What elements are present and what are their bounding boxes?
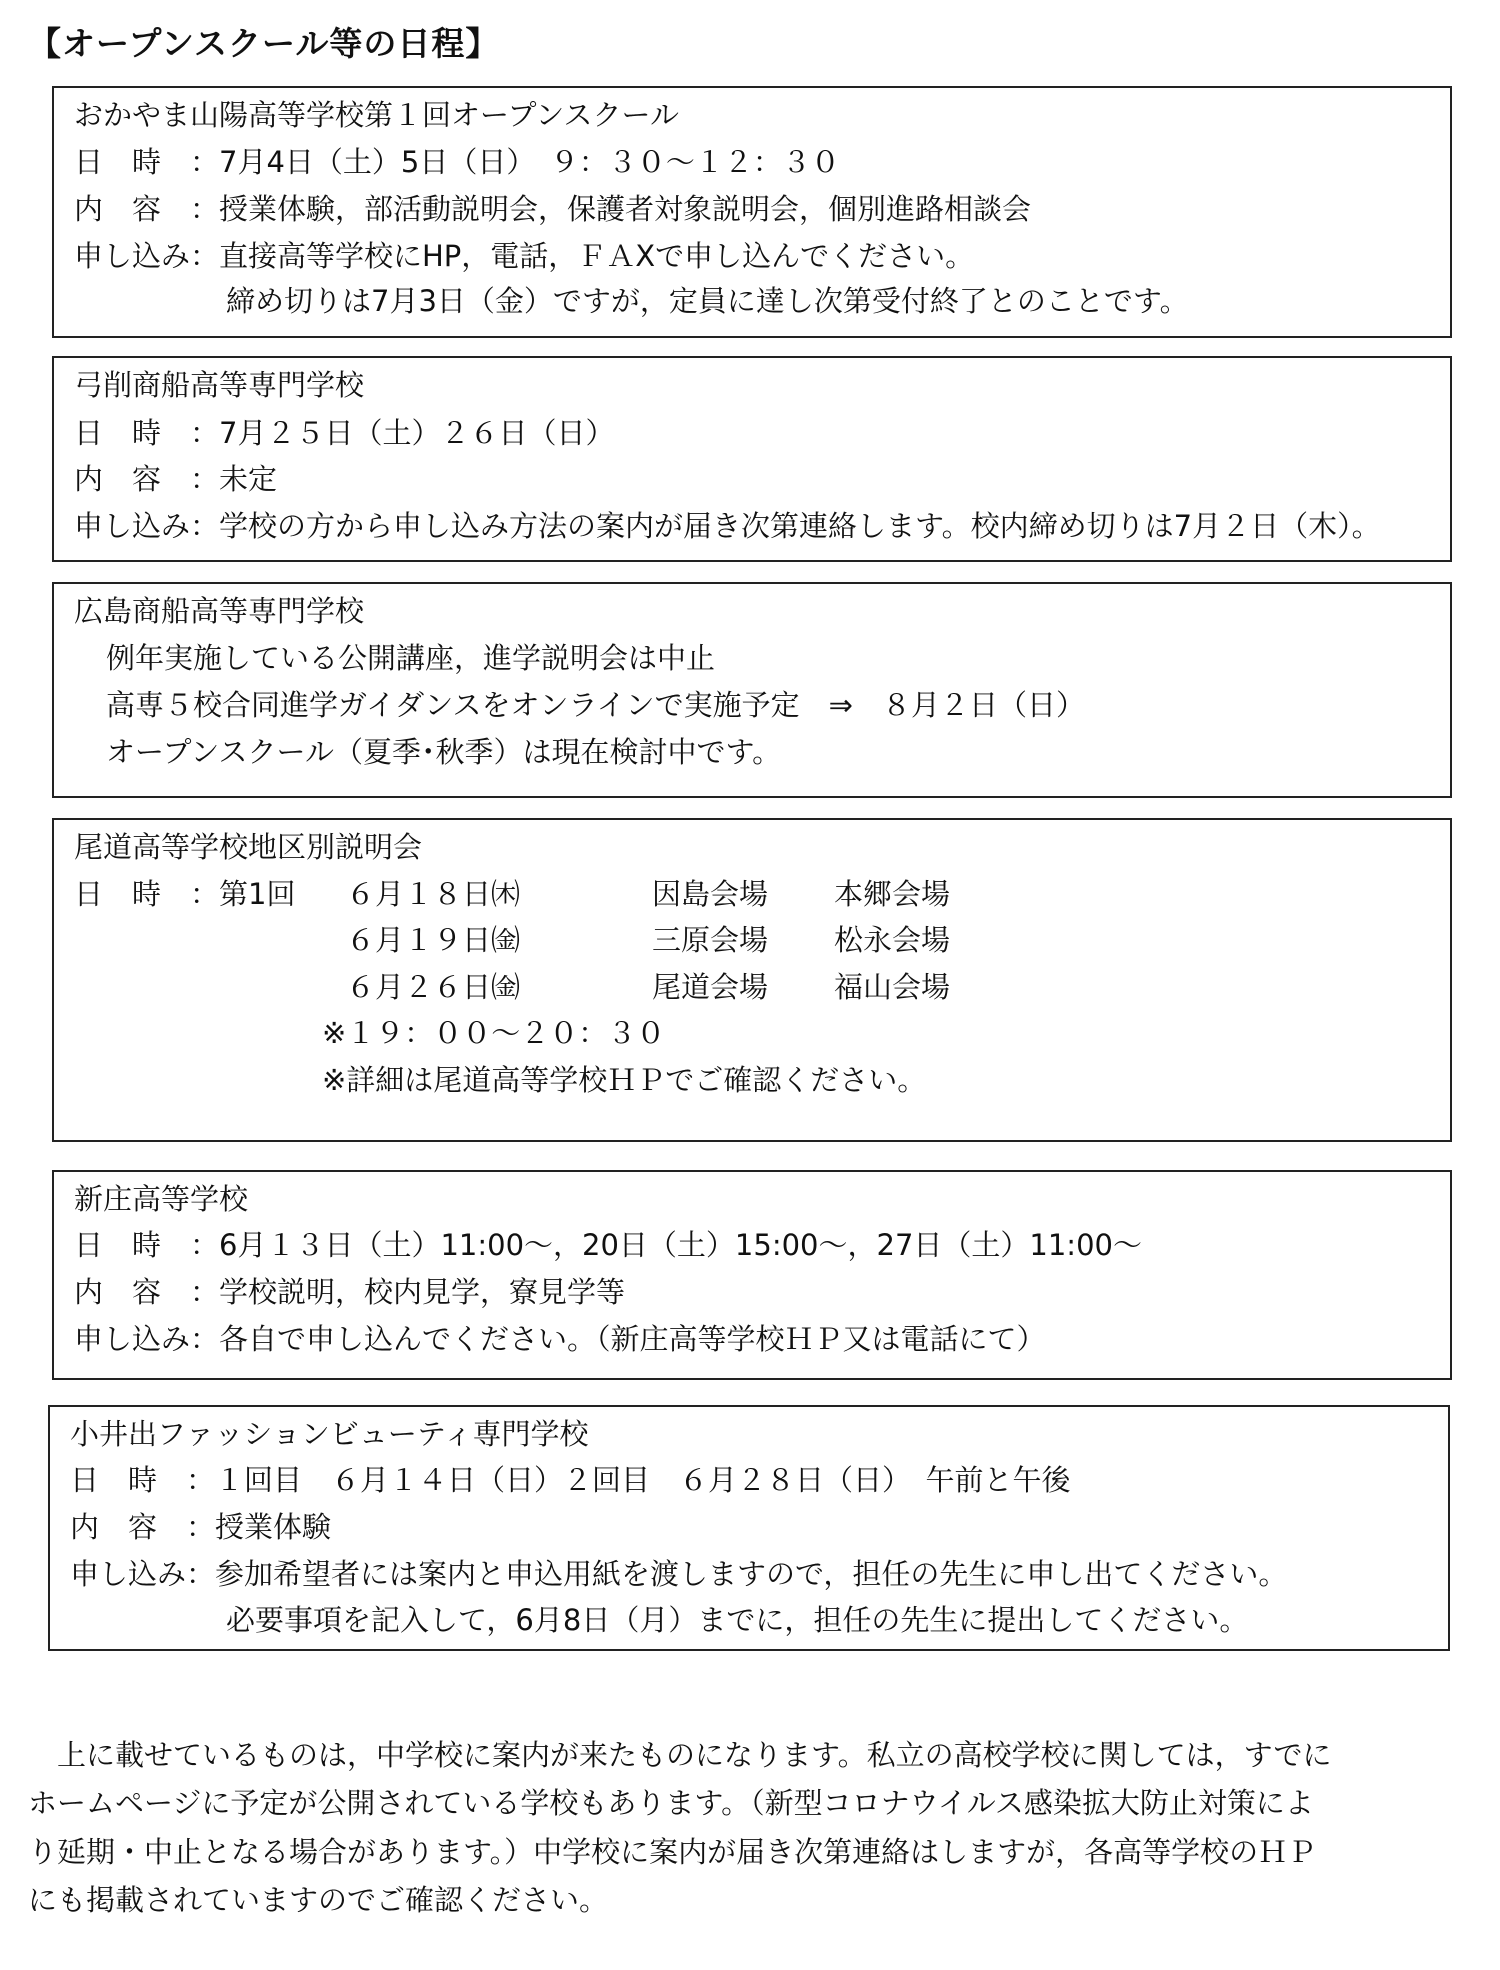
onomichi-row-3-date: ６月２６日㈮ [346, 970, 521, 1004]
shinjo-title: 新庄高等学校 [74, 1182, 249, 1216]
hiroshima-section [52, 582, 1452, 798]
koide-apply: 申し込み：参加希望者には案内と申込用紙を渡しますので，担任の先生に申し出てください。 [70, 1557, 1288, 1591]
koide-date: 日 時 ：１回目 ６月１４日（日）２回目 ６月２８日（日） 午前と午後 [70, 1463, 1071, 1497]
hiroshima-title: 広島商船高等専門学校 [74, 594, 365, 628]
onomichi-section [52, 818, 1452, 1142]
yuge-content: 内 容 ：未定 [74, 462, 278, 496]
koide-title: 小井出ファッションビューティ専門学校 [70, 1417, 589, 1451]
footer-line-1: 上に載せているものは，中学校に案内が来たものになります。私立の高校学校に関しては，すでに [28, 1738, 1332, 1772]
koide-section [48, 1405, 1450, 1651]
onomichi-row-2-venue-2: 松永会場 [834, 923, 951, 957]
shinjo-section [52, 1170, 1452, 1380]
shinjo-date: 日 時 ：6月１３日（土）11:00～，20日（土）15:00～，27日（土）11:00～ [74, 1228, 1142, 1262]
footer-line-4: にも掲載されていますのでご確認ください。 [28, 1883, 609, 1917]
onomichi-date-label: 日 時 ：第1回 [74, 877, 296, 911]
footer-line-2: ホームページに予定が公開されている学校もあります。（新型コロナウイルス感染拡大防止対策によ [28, 1786, 1314, 1820]
okayama-apply: 申し込み：直接高等学校にHP，電話，ＦＡXで申し込んでください。 [74, 239, 975, 273]
onomichi-row-1-venue-1: 因島会場 [652, 877, 769, 911]
okayama-apply-deadline: 締め切りは7月3日（金）ですが，定員に達し次第受付終了とのことです。 [226, 284, 1189, 318]
hiroshima-line-1: 例年実施している公開講座，進学説明会は中止 [106, 641, 716, 675]
okayama-content: 内 容 ：授業体験，部活動説明会，保護者対象説明会，個別進路相談会 [74, 192, 1032, 226]
onomichi-title: 尾道高等学校地区別説明会 [74, 830, 423, 864]
okayama-title: おかやま山陽高等学校第１回オープンスクール [74, 98, 679, 132]
shinjo-content: 内 容 ：学校説明，校内見学，寮見学等 [74, 1275, 626, 1309]
page-heading: 【オープンスクール等の日程】 [28, 24, 500, 63]
onomichi-row-1-venue-2: 本郷会場 [834, 877, 951, 911]
okayama-sanyo-section [52, 86, 1452, 338]
onomichi-time: ※１９：００～２０：３０ [322, 1016, 666, 1050]
onomichi-row-2-venue-1: 三原会場 [652, 923, 769, 957]
onomichi-row-3-venue-1: 尾道会場 [652, 970, 769, 1004]
onomichi-row-2-date: ６月１９日㈮ [346, 923, 521, 957]
onomichi-row-3-venue-2: 福山会場 [834, 970, 951, 1004]
onomichi-note: ※詳細は尾道高等学校ＨＰでご確認ください。 [322, 1063, 927, 1097]
hiroshima-line-3: オープンスクール（夏季･秋季）は現在検討中です。 [106, 735, 782, 769]
yuge-title: 弓削商船高等専門学校 [74, 368, 365, 402]
yuge-date: 日 時 ：7月２５日（土）２６日（日） [74, 416, 615, 450]
okayama-date: 日 時 ：7月4日（土）5日（日） ９：３０～１２：３０ [74, 145, 840, 179]
yuge-apply: 申し込み：学校の方から申し込み方法の案内が届き次第連絡します。校内締め切りは7月２日（木）。 [74, 509, 1381, 543]
yuge-section [52, 356, 1452, 562]
koide-content: 内 容 ：授業体験 [70, 1510, 332, 1544]
onomichi-row-1-date: ６月１８日㈭ [346, 877, 521, 911]
footer-line-3: り延期・中止となる場合があります。）中学校に案内が届き次第連絡はしますが，各高等学校のＨＰ [28, 1835, 1317, 1869]
shinjo-apply: 申し込み：各自で申し込んでください。（新庄高等学校ＨＰ又は電話にて） [74, 1322, 1046, 1356]
hiroshima-line-2: 高専５校合同進学ガイダンスをオンラインで実施予定 ⇒ ８月２日（日） [106, 688, 1085, 722]
koide-apply-deadline: 必要事項を記入して，6月8日（月）までに，担任の先生に提出してください。 [226, 1603, 1249, 1637]
